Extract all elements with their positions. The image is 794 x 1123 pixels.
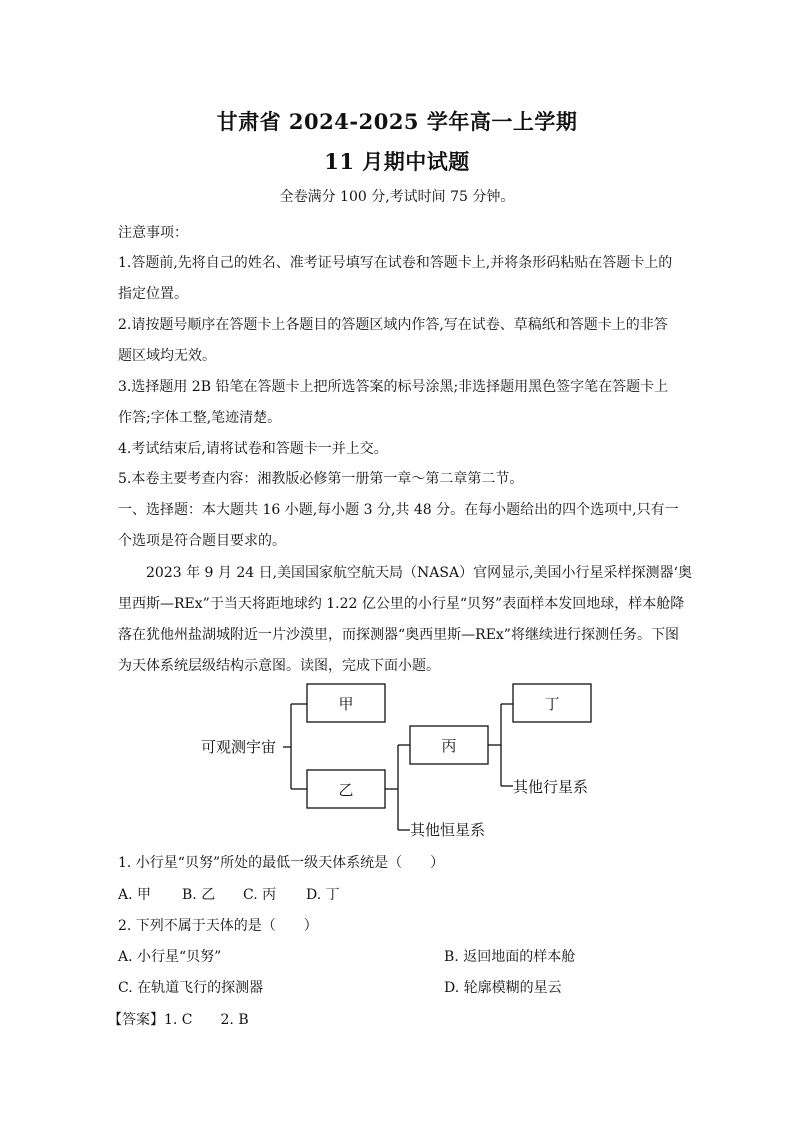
box-ding-label: 丁 xyxy=(544,695,560,713)
answer-label: 【答案】 xyxy=(108,1012,164,1028)
other-planetary-systems-label: 其他行星系 xyxy=(513,778,589,796)
question-2-option-b: B. 返回地面的样本舱 xyxy=(444,949,576,965)
exam-subtitle: 全卷满分 100 分,考试时间 75 分钟。 xyxy=(279,189,515,205)
note-4: 4.考试结束后,请将试卷和答题卡一并上交。 xyxy=(118,441,388,457)
question-1-option-c: C. 丙 xyxy=(243,887,277,903)
box-ding-frame xyxy=(513,684,591,722)
passage-line-3: 落在犹他州盐湖城附近一片沙漠里，而探测器“奥西里斯—REx”将继续进行探测任务。下图 xyxy=(118,627,679,643)
question-1-option-a: A. 甲 xyxy=(118,887,152,903)
note-5: 5.本卷主要考查内容：湘教版必修第一册第一章～第二章第二节。 xyxy=(118,471,524,487)
question-2-option-c: C. 在轨道飞行的探测器 xyxy=(118,980,264,996)
passage-line-2: 里西斯—REx”于当天将距地球约 1.22 亿公里的小行星“贝努”表面样本发回地球，样本舱降 xyxy=(118,596,685,612)
box-yi-frame xyxy=(307,770,385,808)
box-yi-label: 乙 xyxy=(338,781,354,799)
question-2-stem: 2. 下列不属于天体的是（ ） xyxy=(118,918,318,934)
notes-heading: 注意事项： xyxy=(118,225,188,241)
box-jia-frame xyxy=(307,684,385,722)
answer-text: 1. C 2. B xyxy=(164,1012,249,1028)
question-2-option-d: D. 轮廓模糊的星云 xyxy=(444,980,562,996)
exam-title-line1: 甘肃省 2024-2025 学年高一上学期 xyxy=(216,109,578,134)
question-1-option-b: B. 乙 xyxy=(182,887,216,903)
question-1-option-d: D. 丁 xyxy=(306,887,340,903)
note-2-line-2: 题区域均无效。 xyxy=(118,348,216,364)
note-3-line-2: 作答;字体工整,笔迹清楚。 xyxy=(118,410,282,426)
diagram-root-label: 可观测宇宙 xyxy=(201,738,277,756)
box-bing-label: 丙 xyxy=(441,737,457,755)
note-3-line-1: 3.选择题用 2B 铅笔在答题卡上把所选答案的标号涂黑;非选择题用黑色签字笔在答题卡上 xyxy=(118,379,669,395)
section-1-instructions-line-1: 一、选择题：本大题共 16 小题,每小题 3 分,共 48 分。在每小题给出的四个选项中,只有一 xyxy=(118,502,679,518)
answer-line xyxy=(108,1009,249,1029)
exam-title-line2: 11 月期中试题 xyxy=(324,149,470,174)
section-1-instructions-line-2: 个选项是符合题目要求的。 xyxy=(118,533,286,549)
passage-line-1: 2023 年 9 月 24 日,美国国家航空航天局（NASA）官网显示,美国小行星采样探测器‘奥 xyxy=(146,565,693,581)
note-1-line-1: 1.答题前,先将自己的姓名、准考证号填写在试卷和答题卡上,并将条形码粘贴在答题卡上的 xyxy=(118,255,673,271)
note-2-line-1: 2.请按题号顺序在答题卡上各题目的答题区域内作答,写在试卷、草稿纸和答题卡上的非答 xyxy=(118,317,668,333)
question-2-option-a: A. 小行星“贝努” xyxy=(118,949,222,965)
box-jia-label: 甲 xyxy=(338,695,354,713)
box-bing-frame xyxy=(410,726,488,764)
note-1-line-2: 指定位置。 xyxy=(118,286,188,302)
question-1-stem: 1. 小行星“贝努”所处的最低一级天体系统是（ ） xyxy=(118,855,445,871)
other-stellar-systems-label: 其他恒星系 xyxy=(410,821,486,839)
passage-line-4: 为天体系统层级结构示意图。读图，完成下面小题。 xyxy=(118,658,440,674)
